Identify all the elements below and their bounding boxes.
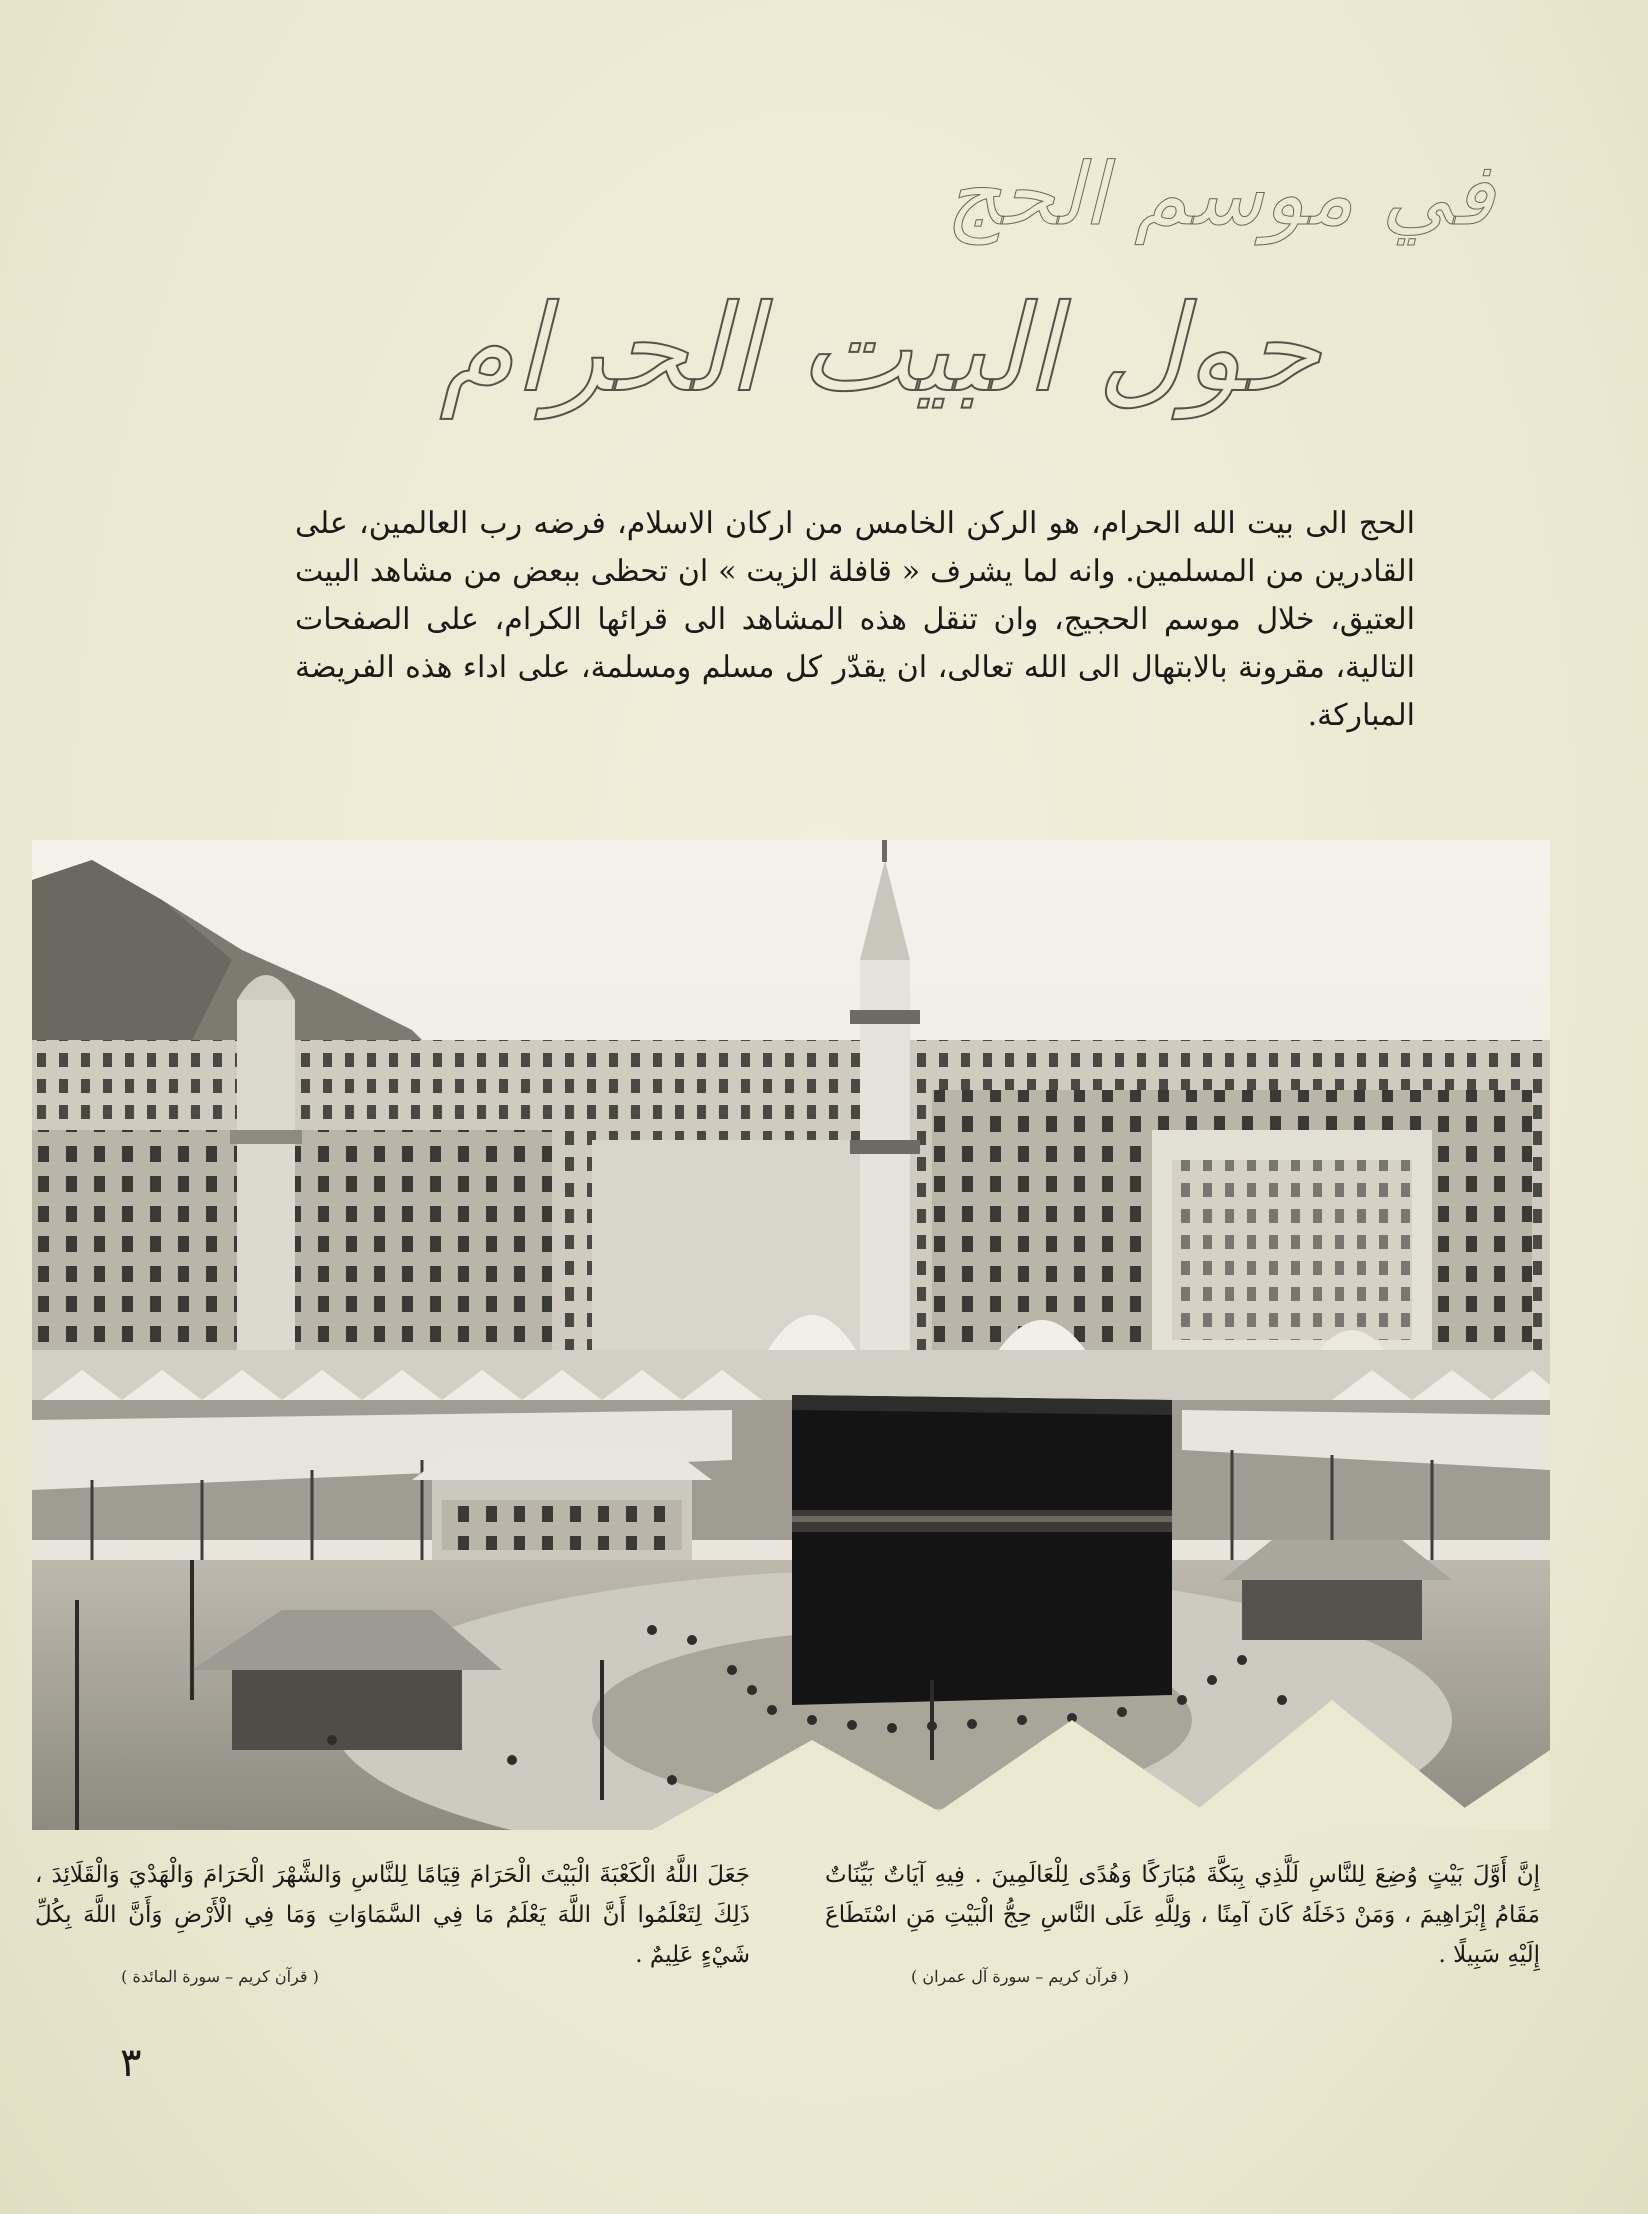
quran-quote-al-imran: إِنَّ أَوَّلَ بَيْتٍ وُضِعَ لِلنَّاسِ لَلَّذِي بِبَكَّةَ مُبَارَكًا وَهُدًى لِلْعَالَمِينَ . فِيهِ آيَاتٌ بَيِّنَاتٌ مَقَامُ إِبْرَاهِيمَ ، وَمَنْ دَخَلَهُ كَانَ آمِنًا ، وَلِلَّهِ عَلَى النَّاسِ حِجُّ الْبَيْتِ مَنِ اسْتَطَاعَ إِلَيْهِ سَبِيلًا . [825,1862,1540,1968]
quote-source-al-maidah: ( قرآن كريم – سورة المائدة ) [121,1967,319,1986]
title-kicker: في موسم الحج [945,145,1495,245]
intro-paragraph: الحج الى بيت الله الحرام، هو الركن الخامس من اركان الاسلام، فرضه رب العالمين، على القادرين من المسلمين. وانه لما يشرف « قافلة الزيت » ان تحظى ببعض من مشاهد البيت العتيق، خلال موسم الحجيج، وان تنقل هذه المشاهد الى قرائها الكرام، على الصفحات التالية، مقرونة بالابتهال الى الله تعالى، ان يقدّر كل مسلم ومسلمة، على اداء هذه الفريضة المباركة. [295,506,1415,733]
quote-source-al-imran: ( قرآن كريم – سورة آل عمران ) [911,1967,1129,1986]
page-number: ٣ [120,2040,142,2086]
quran-quote-al-maidah: جَعَلَ اللَّهُ الْكَعْبَةَ الْبَيْتَ الْحَرَامَ قِيَامًا لِلنَّاسِ وَالشَّهْرَ الْحَرَامَ وَالْهَدْيَ وَالْقَلَائِدَ ، ذَلِكَ لِتَعْلَمُوا أَنَّ اللَّهَ يَعْلَمُ مَا فِي السَّمَاوَاتِ وَمَا فِي الْأَرْضِ وَأَنَّ اللَّهَ بِكُلِّ شَيْءٍ عَلِيمٌ . [35,1862,750,1968]
kaaba-photograph [32,840,1550,1830]
page-headline: حول البيت الحرام [439,280,1321,419]
